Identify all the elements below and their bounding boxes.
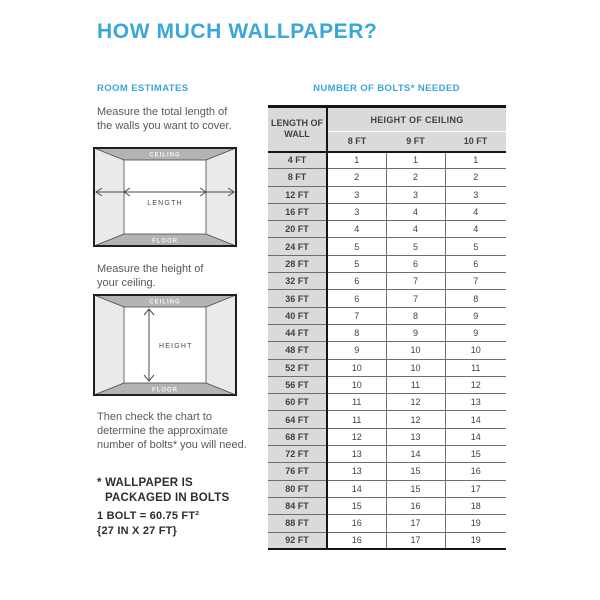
bolt-count-cell: 10 [327, 359, 386, 376]
wall-length-cell: 60 FT [268, 394, 327, 411]
step2-instruction [97, 262, 203, 290]
bolt-count-cell: 5 [327, 238, 386, 255]
table-row [268, 342, 506, 359]
bolt-count-cell: 4 [327, 221, 386, 238]
left-wall-surface [94, 295, 124, 395]
height-room-diagram [93, 294, 237, 396]
bolt-count-cell: 11 [445, 359, 506, 376]
bolt-count-cell: 7 [445, 273, 506, 290]
step1-line1: Measure the total length of [97, 106, 228, 118]
bolt-count-cell: 4 [445, 221, 506, 238]
table-row [268, 497, 506, 514]
wall-length-cell: 24 FT [268, 238, 327, 255]
table-row [268, 203, 506, 220]
bolt-count-cell: 10 [386, 342, 445, 359]
footnote-line1: * WALLPAPER IS [97, 477, 193, 489]
table-row [268, 359, 506, 376]
bolt-count-cell: 9 [445, 307, 506, 324]
bolts-table-header [268, 107, 506, 152]
wall-length-cell: 36 FT [268, 290, 327, 307]
left-wall-surface [94, 148, 124, 246]
bolt-count-cell: 8 [327, 324, 386, 341]
ceiling-label: CEILING [149, 152, 181, 159]
table-row [268, 394, 506, 411]
bolt-count-cell: 5 [327, 255, 386, 272]
bolt-count-cell: 12 [445, 376, 506, 393]
bolt-count-cell: 10 [386, 359, 445, 376]
bolt-count-cell: 8 [386, 307, 445, 324]
step2-line1: Measure the height of [97, 263, 204, 275]
step3-line2: determine the approximate [97, 425, 228, 437]
table-row [268, 515, 506, 532]
bolt-count-cell: 15 [386, 480, 445, 497]
wall-length-cell: 64 FT [268, 411, 327, 428]
bolt-count-cell: 9 [327, 342, 386, 359]
wall-length-cell: 72 FT [268, 446, 327, 463]
bolt-count-cell: 6 [445, 255, 506, 272]
step1-instruction [97, 105, 232, 133]
ceiling-8ft-header: 8 FT [327, 132, 386, 152]
bolt-count-cell: 13 [445, 394, 506, 411]
bolt-count-cell: 14 [445, 411, 506, 428]
bolt-count-cell: 4 [386, 203, 445, 220]
bolt-count-cell: 7 [386, 290, 445, 307]
table-row [268, 290, 506, 307]
page-title: HOW MUCH WALLPAPER? [97, 20, 378, 43]
back-wall-surface [124, 160, 206, 234]
floor-label: FLOOR [152, 238, 178, 245]
bolt-count-cell: 15 [445, 446, 506, 463]
table-row [268, 428, 506, 445]
length-room-diagram [93, 147, 237, 247]
bolt-count-cell: 15 [386, 463, 445, 480]
bolt-count-cell: 2 [386, 169, 445, 186]
bolt-count-cell: 17 [386, 515, 445, 532]
bolt-count-cell: 9 [386, 324, 445, 341]
ceiling-height-group-header: HEIGHT OF CEILING [327, 107, 506, 132]
wall-length-cell: 16 FT [268, 203, 327, 220]
bolt-count-cell: 2 [445, 169, 506, 186]
bolt-count-cell: 7 [386, 273, 445, 290]
bolt-count-cell: 12 [386, 411, 445, 428]
bolt-count-cell: 8 [445, 290, 506, 307]
bolts-needed-table [268, 105, 506, 550]
bolt-count-cell: 6 [327, 273, 386, 290]
bolt-count-cell: 19 [445, 532, 506, 549]
bolt-count-cell: 12 [386, 394, 445, 411]
wall-length-cell: 52 FT [268, 359, 327, 376]
bolt-count-cell: 15 [327, 497, 386, 514]
bolt-count-cell: 2 [327, 169, 386, 186]
bolt-count-cell: 3 [386, 186, 445, 203]
bolt-spec-line1: 1 BOLT = 60.75 FT² [97, 510, 200, 522]
bolts-needed-heading: NUMBER OF BOLTS* NEEDED [313, 83, 460, 94]
bolt-count-cell: 3 [327, 203, 386, 220]
bolt-count-cell: 18 [445, 497, 506, 514]
bolt-count-cell: 7 [327, 307, 386, 324]
bolt-count-cell: 14 [386, 446, 445, 463]
bolt-count-cell: 1 [327, 152, 386, 169]
room-estimates-heading: ROOM ESTIMATES [97, 83, 189, 94]
bolt-packaging-footnote [97, 476, 229, 506]
bolt-count-cell: 12 [327, 428, 386, 445]
bolt-count-cell: 4 [386, 221, 445, 238]
bolt-count-cell: 1 [386, 152, 445, 169]
bolt-count-cell: 16 [327, 515, 386, 532]
wall-length-cell: 20 FT [268, 221, 327, 238]
bolt-count-cell: 5 [445, 238, 506, 255]
bolt-spec-line2: {27 IN X 27 FT} [97, 525, 178, 537]
bolt-count-cell: 11 [386, 376, 445, 393]
wall-length-cell: 88 FT [268, 515, 327, 532]
bolt-count-cell: 19 [445, 515, 506, 532]
footnote-line2: PACKAGED IN BOLTS [105, 492, 230, 504]
wall-length-cell: 40 FT [268, 307, 327, 324]
table-row [268, 532, 506, 549]
bolt-count-cell: 16 [445, 463, 506, 480]
right-wall-surface [206, 148, 236, 246]
table-row [268, 273, 506, 290]
wall-length-cell: 44 FT [268, 324, 327, 341]
wall-length-cell: 80 FT [268, 480, 327, 497]
table-row [268, 480, 506, 497]
step1-line2: the walls you want to cover. [97, 120, 232, 132]
table-row [268, 255, 506, 272]
wall-length-cell: 56 FT [268, 376, 327, 393]
length-measure-label: LENGTH [147, 200, 183, 207]
bolt-count-cell: 14 [327, 480, 386, 497]
bolt-count-cell: 3 [445, 186, 506, 203]
step3-instruction [97, 410, 247, 452]
ceiling-10ft-header: 10 FT [445, 132, 506, 152]
table-row [268, 463, 506, 480]
ceiling-label: CEILING [149, 299, 181, 306]
bolt-count-cell: 14 [445, 428, 506, 445]
wall-length-cell: 76 FT [268, 463, 327, 480]
table-row [268, 221, 506, 238]
wall-length-column-header: LENGTH OF WALL [268, 107, 327, 152]
bolt-count-cell: 6 [327, 290, 386, 307]
bolt-count-cell: 13 [327, 446, 386, 463]
step2-line2: your ceiling. [97, 277, 156, 289]
wall-length-cell: 8 FT [268, 169, 327, 186]
bolt-count-cell: 10 [327, 376, 386, 393]
ceiling-9ft-header: 9 FT [386, 132, 445, 152]
wall-length-cell: 84 FT [268, 497, 327, 514]
wall-length-cell: 68 FT [268, 428, 327, 445]
table-row [268, 411, 506, 428]
wall-length-cell: 48 FT [268, 342, 327, 359]
wall-length-cell: 12 FT [268, 186, 327, 203]
bolt-count-cell: 16 [386, 497, 445, 514]
bolt-count-cell: 10 [445, 342, 506, 359]
bolt-count-cell: 17 [386, 532, 445, 549]
wall-length-cell: 4 FT [268, 152, 327, 169]
bolt-count-cell: 9 [445, 324, 506, 341]
wall-length-cell: 92 FT [268, 532, 327, 549]
right-wall-surface [206, 295, 236, 395]
table-row [268, 169, 506, 186]
wall-length-cell: 32 FT [268, 273, 327, 290]
table-row [268, 446, 506, 463]
bolt-size-spec [97, 509, 199, 539]
height-measure-label: HEIGHT [159, 343, 193, 350]
bolt-count-cell: 1 [445, 152, 506, 169]
bolt-count-cell: 4 [445, 203, 506, 220]
table-row [268, 238, 506, 255]
bolts-table-body [268, 152, 506, 550]
bolt-count-cell: 11 [327, 411, 386, 428]
table-row [268, 307, 506, 324]
table-row [268, 324, 506, 341]
wall-length-cell: 28 FT [268, 255, 327, 272]
bolt-count-cell: 11 [327, 394, 386, 411]
table-row [268, 186, 506, 203]
bolt-count-cell: 13 [386, 428, 445, 445]
bolts-table-container [268, 105, 506, 550]
bolt-count-cell: 13 [327, 463, 386, 480]
table-row [268, 376, 506, 393]
table-row [268, 152, 506, 169]
bolt-count-cell: 6 [386, 255, 445, 272]
floor-label: FLOOR [152, 387, 178, 394]
bolt-count-cell: 5 [386, 238, 445, 255]
bolt-count-cell: 17 [445, 480, 506, 497]
step3-line3: number of bolts* you will need. [97, 439, 247, 451]
bolt-count-cell: 3 [327, 186, 386, 203]
bolt-count-cell: 16 [327, 532, 386, 549]
step3-line1: Then check the chart to [97, 411, 212, 423]
